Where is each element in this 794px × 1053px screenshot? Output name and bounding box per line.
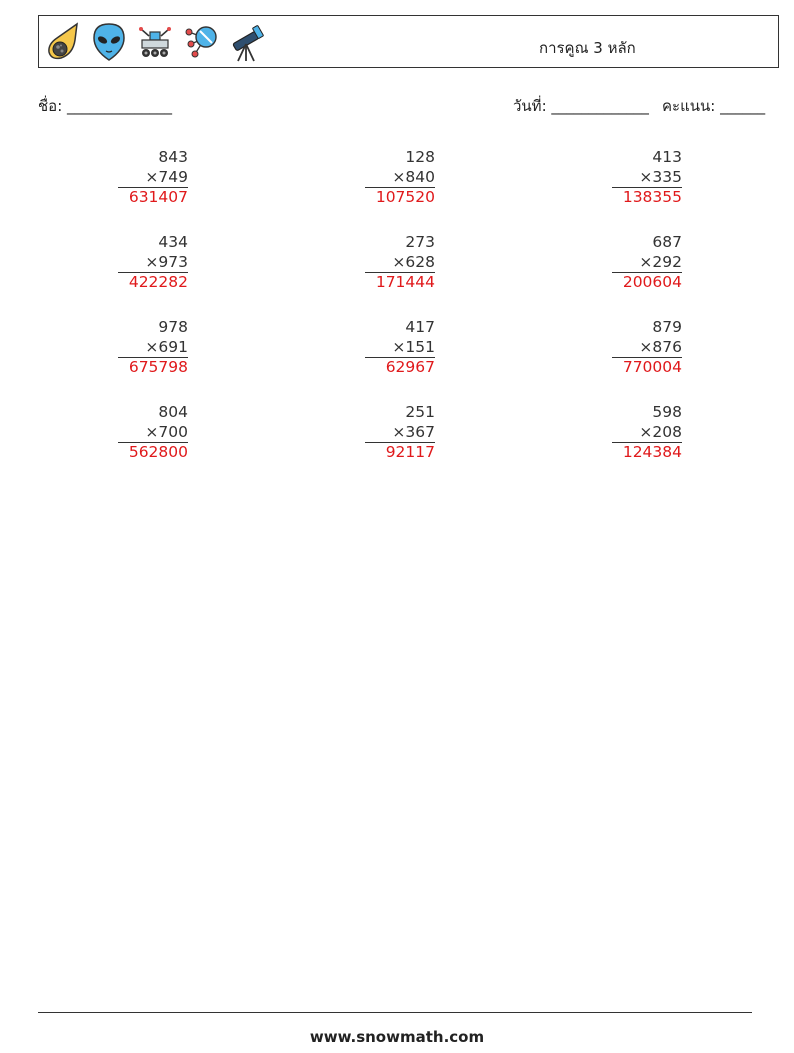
alien-icon — [91, 20, 127, 64]
answer: 124384 — [622, 443, 682, 461]
answer: 422282 — [128, 273, 188, 291]
multiplicand: 687 — [652, 233, 682, 251]
multiplier: ×876 — [612, 338, 682, 359]
multiplier: ×151 — [365, 338, 435, 359]
multiplier: ×749 — [118, 168, 188, 189]
answer: 62967 — [385, 358, 435, 376]
multiplicand: 251 — [405, 403, 435, 421]
answer: 138355 — [622, 188, 682, 206]
multiplication-problem — [365, 148, 435, 208]
name-field[interactable]: ชื่อ: ______________ — [38, 97, 173, 115]
multiplier: ×335 — [612, 168, 682, 189]
answer: 107520 — [375, 188, 435, 206]
answer: 200604 — [622, 273, 682, 291]
answer: 92117 — [385, 443, 435, 461]
answer: 562800 — [128, 443, 188, 461]
multiplicand: 978 — [158, 318, 188, 336]
multiplication-problem — [612, 233, 682, 293]
multiplication-problem — [118, 148, 188, 208]
multiplication-problem — [612, 403, 682, 463]
telescope-icon — [229, 20, 265, 64]
header-icons — [45, 20, 265, 64]
multiplier: ×973 — [118, 253, 188, 274]
footer-divider — [38, 1012, 752, 1013]
answer: 675798 — [128, 358, 188, 376]
answer: 770004 — [622, 358, 682, 376]
worksheet-title: การคูณ 3 หลัก — [539, 39, 636, 57]
answer: 631407 — [128, 188, 188, 206]
multiplication-problem — [612, 148, 682, 208]
multiplier: ×628 — [365, 253, 435, 274]
multiplication-problem — [612, 318, 682, 378]
multiplicand: 434 — [158, 233, 188, 251]
multiplication-problem — [365, 233, 435, 293]
multiplier: ×700 — [118, 423, 188, 444]
multiplicand: 413 — [652, 148, 682, 166]
footer-website[interactable]: www.snowmath.com — [309, 1028, 485, 1046]
worksheet-header — [38, 15, 779, 68]
multiplicand: 843 — [158, 148, 188, 166]
multiplicand: 879 — [652, 318, 682, 336]
molecule-icon — [183, 20, 219, 64]
date-field[interactable]: วันที่: _____________ — [513, 97, 649, 115]
multiplier: ×367 — [365, 423, 435, 444]
multiplication-problem — [365, 318, 435, 378]
multiplier: ×208 — [612, 423, 682, 444]
meteor-icon — [45, 20, 81, 64]
multiplicand: 804 — [158, 403, 188, 421]
score-field[interactable]: คะแนน: ______ — [662, 97, 766, 115]
answer: 171444 — [375, 273, 435, 291]
multiplicand: 128 — [405, 148, 435, 166]
multiplication-problem — [118, 233, 188, 293]
multiplication-problem — [365, 403, 435, 463]
multiplier: ×292 — [612, 253, 682, 274]
multiplier: ×840 — [365, 168, 435, 189]
multiplicand: 417 — [405, 318, 435, 336]
multiplication-problem — [118, 318, 188, 378]
multiplicand: 273 — [405, 233, 435, 251]
multiplication-problem — [118, 403, 188, 463]
rover-icon — [137, 20, 173, 64]
multiplier: ×691 — [118, 338, 188, 359]
multiplicand: 598 — [652, 403, 682, 421]
